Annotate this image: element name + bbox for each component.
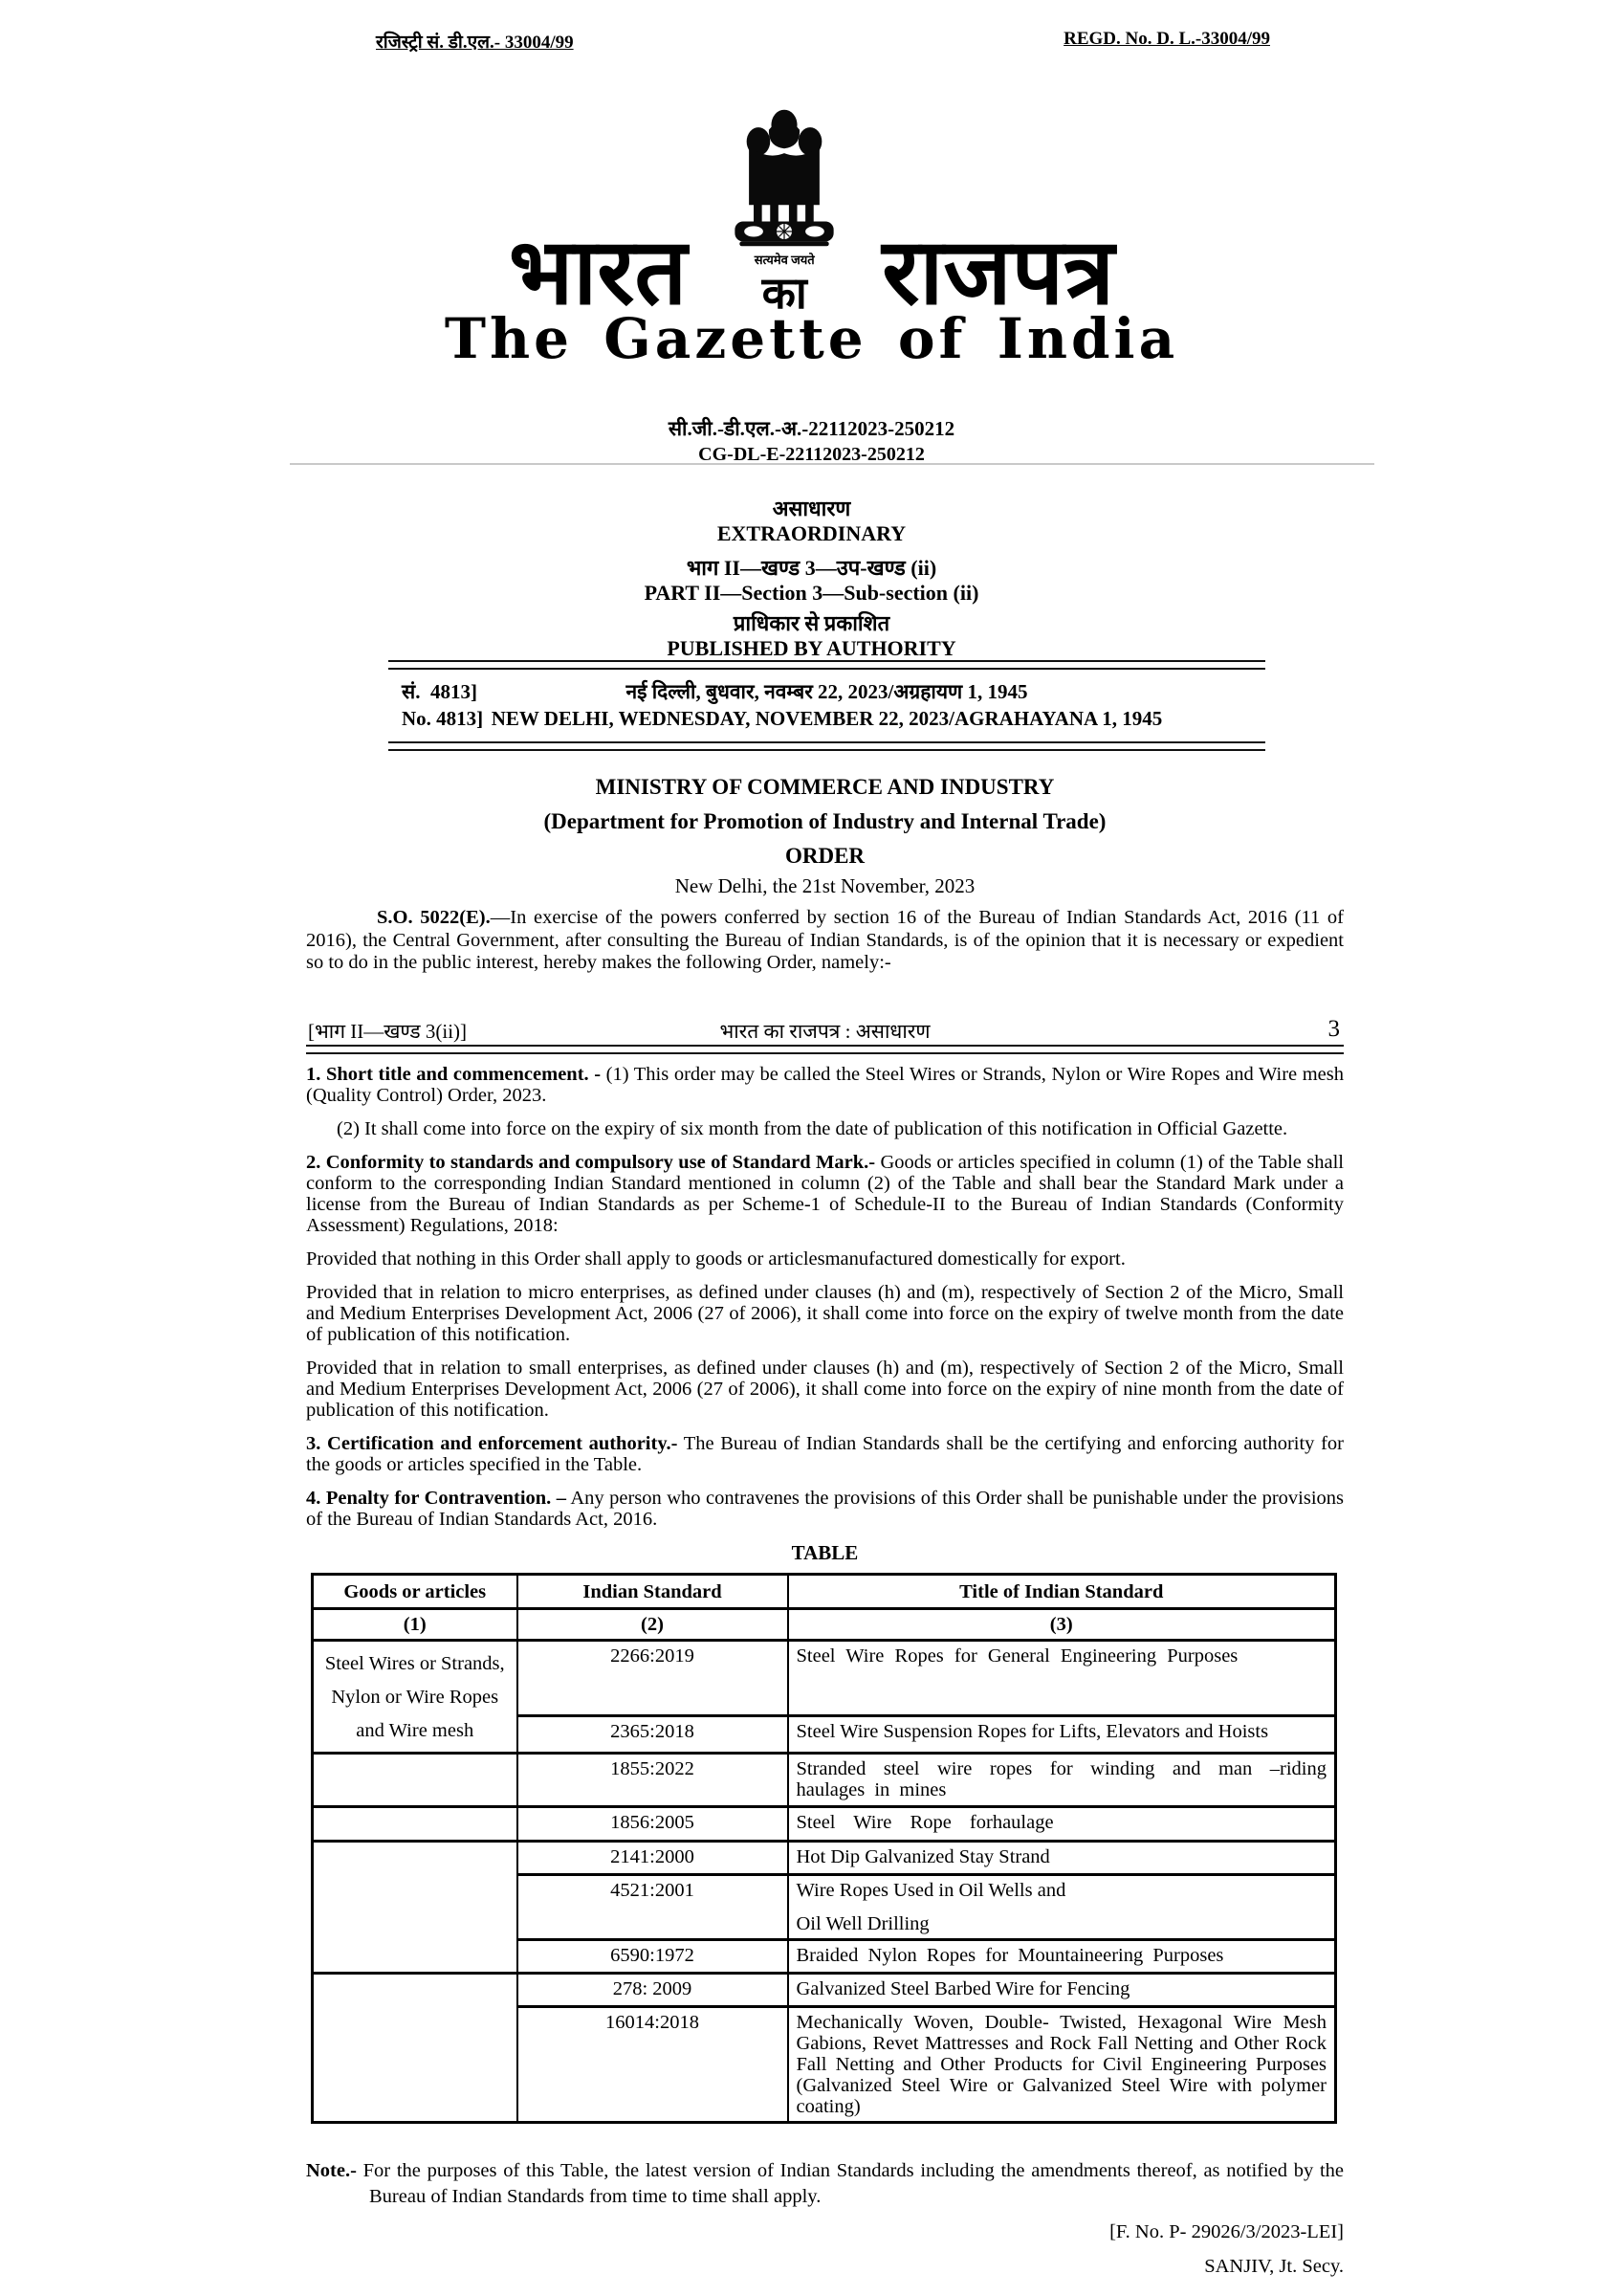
proviso-export: Provided that nothing in this Order shall apply to goods or articlesmanufactured domestically for export.	[306, 1248, 1126, 1269]
goods-cell	[313, 1641, 517, 1754]
registry-number-english: REGD. No. D. L.-33004/99	[1064, 29, 1270, 49]
running-header-center: भारत का राजपत्र : असाधारण	[719, 1020, 931, 1043]
department-heading: (Department for Promotion of Industry and Internal Trade)	[543, 809, 1107, 833]
goods-line-3: and Wire mesh	[356, 1720, 474, 1741]
issue-date-english: NEW DELHI, WEDNESDAY, NOVEMBER 22, 2023/AGRAHAYANA 1, 1945	[491, 707, 1163, 730]
order-body	[306, 1064, 1344, 2277]
goods-cell-empty	[313, 1754, 517, 1807]
table-row	[313, 1754, 1336, 1807]
tail-block	[306, 2158, 1344, 2277]
authority-line-hindi: प्राधिकार से प्रकाशित	[733, 611, 890, 635]
running-header-left: [भाग II—खण्ड 3(ii)]	[308, 1020, 468, 1043]
order-place-date: New Delhi, the 21st November, 2023	[674, 874, 976, 897]
clause-1-text: (1) This order may be called the Steel Wires or Strands, Nylon or Wire Ropes and Wire mesh (Quality Control) Order, 2023.	[306, 1064, 1345, 1106]
clause-3	[306, 1433, 1344, 1475]
proviso-small: Provided that in relation to small enterprises, as defined under clauses (h) and (m), respectively of Section 2 of the Micro, Small and Medium Enterprises Development Act, 2006 (27 of 2006), it shall come into force on the expiry of nine month from the date of publication of this notification.	[306, 1358, 1344, 1421]
issue-rows	[388, 670, 1265, 741]
title-cell: Steel Wire Rope forhaulage	[788, 1807, 1336, 1842]
ministry-heading: MINISTRY OF COMMERCE AND INDUSTRY	[595, 775, 1055, 799]
table-row	[313, 1641, 1336, 1716]
clause-2-number: 2.	[306, 1152, 321, 1173]
cg-number-block	[0, 415, 1623, 466]
masthead-title	[0, 94, 1623, 323]
ashoka-emblem-icon	[713, 106, 856, 250]
note-text: For the purposes of this Table, the latest version of Indian Standards including the amendments thereof, as notified by the Bureau of Indian Standards from time to time shall apply.	[362, 2160, 1344, 2207]
clause-4	[306, 1488, 1344, 1530]
table-colnum-row	[313, 1609, 1336, 1641]
authority-line-english: PUBLISHED BY AUTHORITY	[667, 636, 956, 660]
title-cell: Steel Wire Ropes for General Engineering Purposes	[788, 1641, 1336, 1716]
standard-cell: 1855:2022	[517, 1754, 788, 1807]
colnum-2: (2)	[517, 1609, 788, 1641]
col-header-standard: Indian Standard	[517, 1575, 788, 1609]
table-note	[306, 2158, 1344, 2210]
standard-cell: 4521:2001	[517, 1875, 788, 1940]
issue-row-english	[388, 705, 1265, 734]
clause-4-text: Any person who contravenes the provisions of this Order shall be punishable under the provisions of the Bureau of Indian Standards Act, 2016.	[306, 1488, 1345, 1530]
registry-header	[0, 29, 1623, 54]
extraordinary-english: EXTRAORDINARY	[716, 521, 907, 545]
title-cell: Mechanically Woven, Double- Twisted, Hexagonal Wire Mesh Gabions, Revet Mattresses and Rock Fall Netting and Other Rock Fall Netting and Other Products for Civil Engineering Purposes (Galvanized Steel Wire or Galvanized Steel Wire with polymer coating)	[788, 2007, 1336, 2123]
part-line-english: PART II—Section 3—Sub-section (ii)	[644, 581, 979, 605]
signature: SANJIV, Jt. Secy.	[1204, 2256, 1344, 2277]
registry-number-hindi: रजिस्ट्री सं. डी.एल.- 33004/99	[376, 33, 574, 53]
clause-2	[306, 1152, 1344, 1236]
table-row	[313, 1807, 1336, 1842]
standard-cell: 2266:2019	[517, 1641, 788, 1716]
title-cell: Braided Nylon Ropes for Mountaineering Purposes	[788, 1940, 1336, 1974]
page-number: 3	[1327, 1016, 1340, 1042]
page-running-header	[306, 1016, 1344, 1049]
double-rule-bottom	[388, 741, 1265, 751]
table-caption: TABLE	[791, 1541, 859, 1564]
issue-row-hindi	[388, 676, 1265, 705]
clause-3-lead: Certification and enforcement authority.-	[327, 1433, 678, 1454]
table-row	[313, 1974, 1336, 2007]
standard-cell: 6590:1972	[517, 1940, 788, 1974]
order-label: ORDER	[784, 844, 866, 868]
title-cell: Steel Wire Suspension Ropes for Lifts, Elevators and Hoists	[788, 1716, 1336, 1754]
colnum-1: (1)	[313, 1609, 517, 1641]
issue-number-english: No. 4813]	[402, 707, 484, 730]
title-line-2: Oil Well Drilling	[796, 1913, 930, 1934]
title-line-1: Wire Ropes Used in Oil Wells and	[796, 1880, 1066, 1901]
goods-cell-empty	[313, 1974, 517, 2123]
file-number: [F. No. P- 29026/3/2023-LEI]	[1109, 2221, 1344, 2242]
title-hindi-middle: का	[761, 269, 807, 318]
issue-strip	[388, 660, 1265, 751]
goods-line-1: Steel Wires or Strands,	[324, 1653, 505, 1674]
clause-1-lead: Short title and commencement. -	[325, 1064, 602, 1085]
so-text: —In exercise of the powers conferred by section 16 of the Bureau of Indian Standards Act, 2016 (11 of 2016), the Central Government, after consulting the Bureau of Indian Standards, is of the opinion that it is necessary or expedient so to do in the public interest, hereby makes the following Order, namely:-	[306, 907, 1344, 973]
clause-3-number: 3.	[306, 1433, 321, 1454]
table-header-row	[313, 1575, 1336, 1609]
goods-line-2: Nylon or Wire Ropes	[331, 1687, 499, 1708]
clause-2-text: Goods or articles specified in column (1) of the Table shall conform to the corresponding Indian Standard mentioned in column (2) of the Table and shall bear the Standard Mark under a license from the Bureau of Indian Standards as per Scheme-1 of Schedule-II to the Bureau of Indian Standards (Conformity Assessment) Regulations, 2018:	[306, 1152, 1344, 1236]
divider-rule	[290, 463, 1374, 465]
extraordinary-hindi: असाधारण	[772, 497, 851, 520]
standards-table	[311, 1573, 1337, 2124]
title-hindi-right: राजपत्र	[882, 220, 1115, 323]
col-header-title: Title of Indian Standard	[788, 1575, 1336, 1609]
double-rule-top	[388, 660, 1265, 670]
so-paragraph	[306, 907, 1344, 975]
goods-cell-empty	[313, 1807, 517, 1842]
proviso-micro: Provided that in relation to micro enterprises, as defined under clauses (h) and (m), respectively of Section 2 of the Micro, Small and Medium Enterprises Development Act, 2006 (27 of 2006), it shall come into force on the expiry of twelve month from the date of publication of this notification.	[306, 1282, 1344, 1345]
standard-cell: 1856:2005	[517, 1807, 788, 1842]
part-line-hindi: भाग II—खण्ड 3—उप-खण्ड (ii)	[686, 556, 937, 580]
running-header-rule	[306, 1045, 1344, 1054]
title-hindi-left: भारत	[508, 220, 688, 323]
clause-1-sub-2: (2) It shall come into force on the expiry of six month from the date of publication of this notification in Official Gazette.	[337, 1118, 1288, 1139]
title-cell: Stranded steel wire ropes for winding and man –riding haulages in mines	[788, 1754, 1336, 1807]
emblem-motto: सत्यमेव जयते	[754, 253, 815, 267]
clause-4-number: 4.	[306, 1488, 321, 1509]
title-cell: Hot Dip Galvanized Stay Strand	[788, 1842, 1336, 1875]
emblem-column	[708, 106, 861, 316]
clause-1-number: 1.	[306, 1064, 321, 1085]
title-cell	[788, 1875, 1336, 1940]
standard-cell: 2365:2018	[517, 1716, 788, 1754]
col-header-goods: Goods or articles	[313, 1575, 517, 1609]
clause-2-lead: Conformity to standards and compulsory use of Standard Mark.-	[325, 1152, 876, 1173]
note-label: Note.-	[306, 2160, 357, 2181]
issue-date-hindi: नई दिल्ली, बुधवार, नवम्बर 22, 2023/अग्रहायण 1, 1945	[625, 680, 1028, 703]
colnum-3: (3)	[788, 1609, 1336, 1641]
title-english: The Gazette of India	[444, 306, 1179, 371]
issue-number-hindi: सं. 4813]	[402, 680, 477, 703]
clause-3-text: The Bureau of Indian Standards shall be the certifying and enforcing authority for the goods or articles specified in the Table.	[306, 1433, 1344, 1475]
standard-cell: 2141:2000	[517, 1842, 788, 1875]
clause-1	[306, 1064, 1344, 1106]
cg-number-english: CG-DL-E-22112023-250212	[698, 444, 925, 465]
table-row	[313, 1842, 1336, 1875]
cg-number-hindi: सी.जी.-डी.एल.-अ.-22112023-250212	[668, 417, 955, 440]
edition-header	[0, 497, 1623, 660]
clause-4-lead: Penalty for Contravention. –	[325, 1488, 567, 1509]
so-number: S.O. 5022(E).	[377, 907, 491, 928]
standard-cell: 278: 2009	[517, 1974, 788, 2007]
standard-cell: 16014:2018	[517, 2007, 788, 2123]
goods-cell-empty	[313, 1842, 517, 1974]
title-cell: Galvanized Steel Barbed Wire for Fencing	[788, 1974, 1336, 2007]
